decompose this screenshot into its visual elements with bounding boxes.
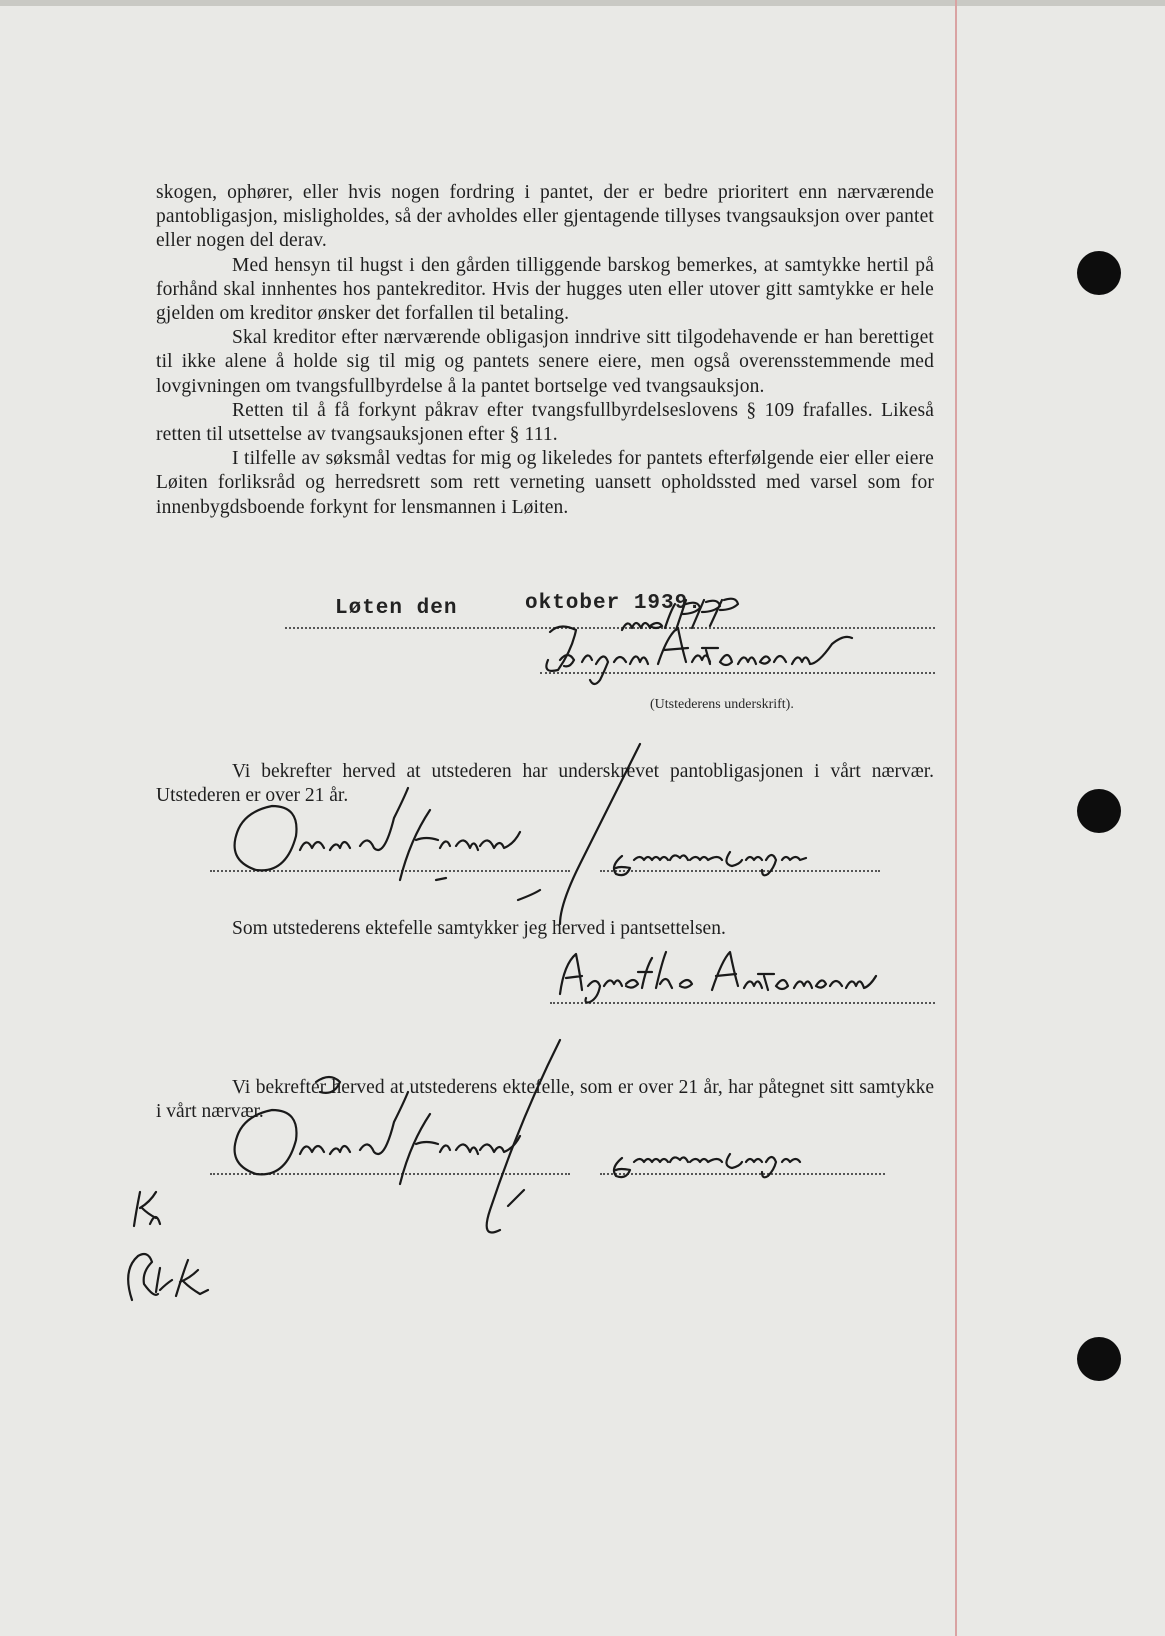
spouse-signature: [560, 952, 876, 1003]
spouse-consent: Som utstederens ektefelle samtykker jeg herved i pantsettelsen.: [232, 918, 726, 939]
scan-edge: [0, 0, 1165, 6]
place-label: Løten den: [335, 597, 458, 620]
punch-hole: [1077, 789, 1121, 833]
paragraph: Retten til å få forkynt påkrav efter tvangsfullbyrdelseslovens § 109 frafalles. Likeså retten til utsettelse av tvangsauksjonen efter § 111.: [156, 399, 934, 446]
paragraph: Skal kreditor efter nærværende obligasjon inndrive sitt tilgodehavende er han berettiget til ikke alene å holde sig til mig og pantets senere eiere, men også overensstemmende med lovgivningen om tvangsfullbyrdelse å la pantet bortselge ved tvangsauksjon.: [156, 327, 934, 397]
spouse-signature-line: [550, 1002, 935, 1004]
witness-signature-line: [600, 870, 880, 872]
witness-signature-line: [210, 870, 570, 872]
punch-hole: [1077, 1337, 1121, 1381]
witness-statement-text: Vi bekrefter herved at utstederens ektefelle, som er over 21 år, har påtegnet sitt samtykke i vårt nærvær.: [156, 1077, 934, 1123]
date-label: oktober 1939.: [525, 592, 702, 615]
issuer-signature-caption: (Utstederens underskrift).: [650, 697, 794, 712]
witness-signature-line: [210, 1173, 570, 1175]
witness-flourish: [487, 1040, 560, 1233]
issuer-signature: [546, 626, 852, 684]
obligation-terms: [156, 181, 934, 520]
witness-statement-text: Vi bekrefter herved at utstederen har underskrevet pantobligasjonen i vårt nærvær. Utstederen er over 21 år.: [156, 761, 934, 807]
witness-statement-2: [156, 1076, 934, 1124]
issuer-signature-line: [540, 672, 935, 674]
place-date-line: [285, 592, 935, 629]
paragraph: I tilfelle av søksmål vedtas for mig og likeledes for pantets efterfølgende eier eller eiere Løiten forliksråd og herredsrett som rett verneting uansett opholdssted med varsel som for innenbygdsboende forkynt for lensmannen i Løiten.: [156, 448, 934, 518]
margin-rule: [955, 0, 957, 1636]
clerk-initials: [128, 1192, 208, 1300]
paragraph: Med hensyn til hugst i den gården tilliggende barskog bemerkes, at samtykke hertil på forhånd skal innhentes hos pantekreditor. Hvis der hugges uten eller utover gitt samtykke er hele gjelden om kreditor ønsker det forfallen til betaling.: [156, 254, 934, 325]
paragraph: skogen, ophører, eller hvis nogen fordring i pantet, der er bedre prioritert enn nærværende pantobligasjon, misligholdes, så der avholdes eller gjentagende tillyses tvangsauksjon over pantet eller nogen del derav.: [156, 182, 934, 252]
punch-hole: [1077, 251, 1121, 295]
witness-statement-1: [156, 760, 934, 808]
witness-signature-line: [600, 1173, 885, 1175]
